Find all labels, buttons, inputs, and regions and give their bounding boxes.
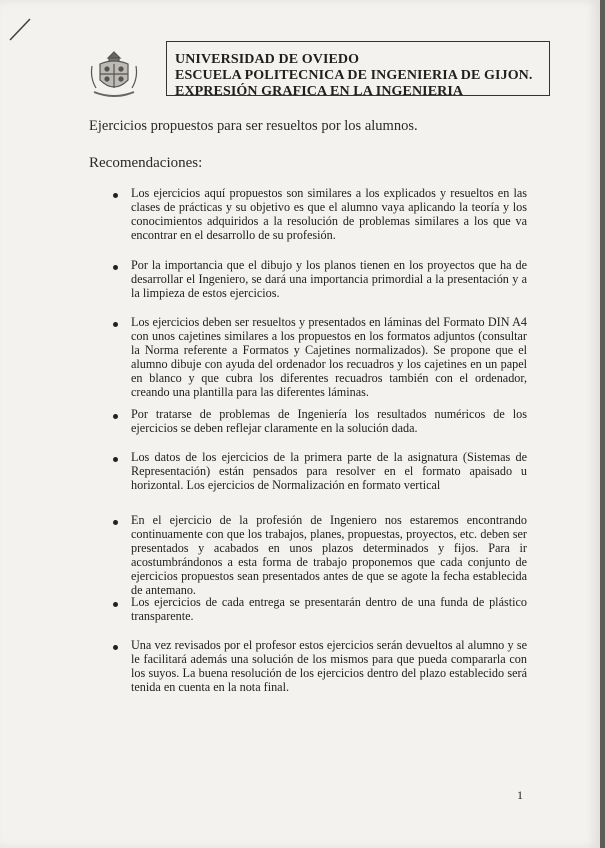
recommendations-heading: Recomendaciones: — [89, 155, 203, 171]
list-item: Una vez revisados por el profesor estos ejercicios serán devueltos al alumno y se le facilitará además una solución de los mismos para que pueda compararla con los suyos. La buena resolución de los ejercicios dentro del plazo establecido será tenida en cuenta en la nota final. — [131, 638, 527, 694]
list-item: Los datos de los ejercicios de la primera parte de la asignatura (Sistemas de Representación) están pensados para resolver en el formato apaisado u horizontal. Los ejercicios de Normalización en formato vertical — [131, 450, 527, 492]
header-box — [166, 41, 550, 99]
department-name: EXPRESIÓN GRAFICA EN LA INGENIERIA — [175, 84, 464, 99]
bullet-icon — [113, 457, 118, 462]
list-item: Los ejercicios deben ser resueltos y presentados en láminas del Formato DIN A4 con unos cajetines similares a los propuestos en los formatos adjuntos (consultar la Norma referente a Formatos y Cajetines normalizados). Se propone que el alumno dibuje con ayuda del ordenador los recuadros y los cajetines en un papel en blanco y que cubra los diferentes recuadros también con el ordenador, creando una plantilla para las diferentes láminas. — [131, 315, 527, 399]
background-edge — [600, 0, 605, 848]
bullet-icon — [113, 193, 118, 198]
bullet-icon — [113, 414, 118, 419]
bullet-icon — [113, 602, 118, 607]
list-item: Los ejercicios aquí propuestos son similares a los explicados y resueltos en las clases de prácticas y su objetivo es que el alumno vaya aplicando la teoría y los conocimientos adquiridos a la resolución de problemas similares a los que va encontrar en el desarrollo de su profesión. — [131, 186, 527, 242]
school-name: ESCUELA POLITECNICA DE INGENIERIA DE GIJON. — [175, 68, 533, 83]
bullet-icon — [113, 322, 118, 327]
list-item: En el ejercicio de la profesión de Ingeniero nos estaremos encontrando continuamente con que los trabajos, planes, propuestas, proyectos, etc. deben ser presentados y acabados en unos plazos determinados y fijos. Para ir acostumbrándonos a esta forma de trabajo proponemos que cada conjunto de ejercicios propuestos sean presentados antes de que se agote la fecha establecida de antemano. — [131, 513, 527, 597]
pen-mark — [8, 16, 34, 42]
list-item: Por tratarse de problemas de Ingeniería los resultados numéricos de los ejercicios se deben reflejar claramente en la solución dada. — [131, 407, 527, 435]
bullet-icon — [113, 645, 118, 650]
bullet-icon — [113, 520, 118, 525]
university-name: UNIVERSIDAD DE OVIEDO — [175, 52, 360, 67]
university-crest-logo — [86, 48, 142, 100]
intro-line: Ejercicios propuestos para ser resueltos por los alumnos. — [89, 118, 418, 134]
list-item: Por la importancia que el dibujo y los planos tienen en los proyectos que ha de desarrollar el Ingeniero, se dará una importancia primordial a la presentación y a la limpieza de estos ejercicios. — [131, 258, 527, 300]
page-number: 1 — [517, 788, 523, 802]
bullet-icon — [113, 265, 118, 270]
list-item: Los ejercicios de cada entrega se presentarán dentro de una funda de plástico transparente. — [131, 595, 527, 623]
